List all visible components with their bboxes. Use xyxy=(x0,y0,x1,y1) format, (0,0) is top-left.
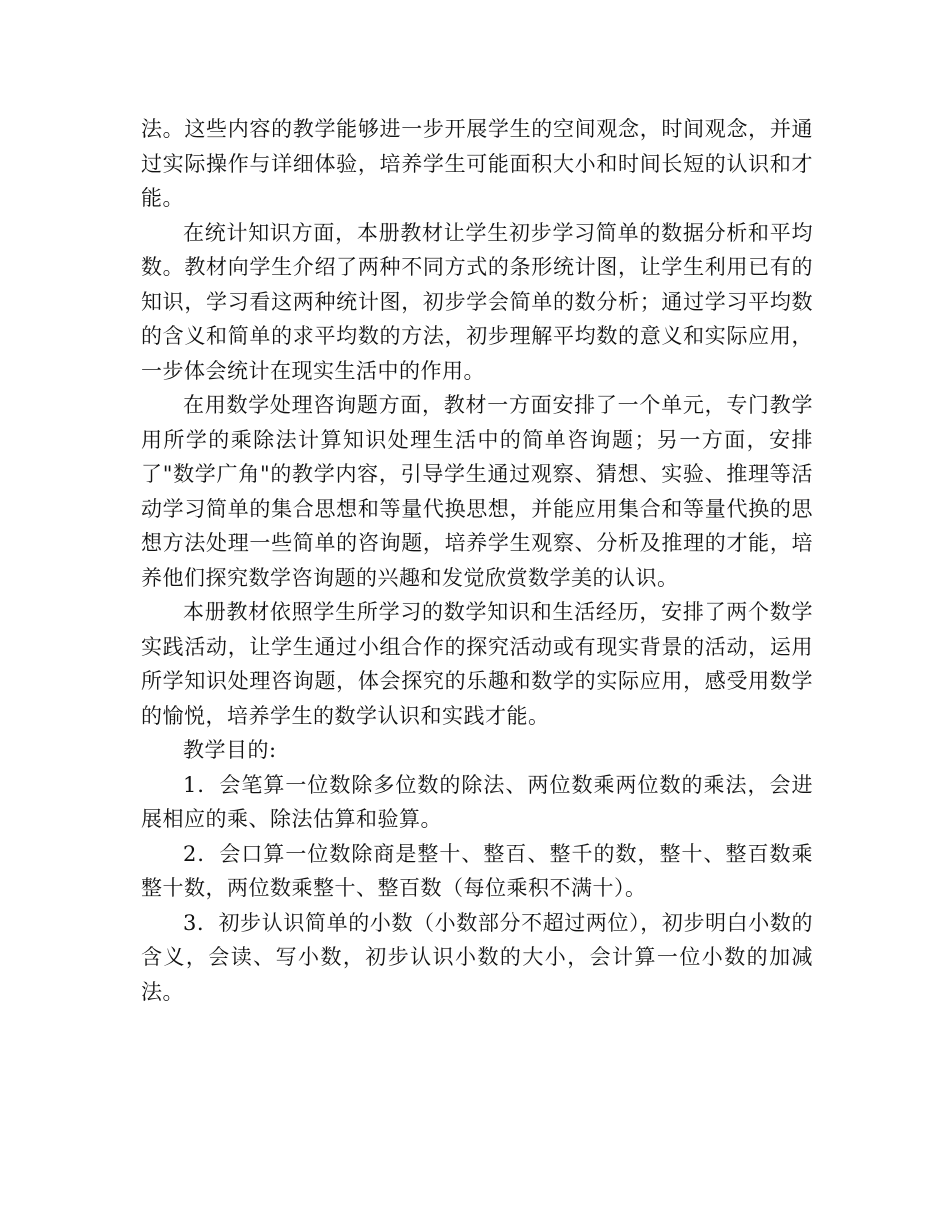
paragraph-statistics: 在统计知识方面，本册教材让学生初步学习简单的数据分析和平均数。教材向学生介绍了两种不同方式的条形统计图，让学生利用已有的知识，学习看这两种统计图，初步学会简单的数分析；通过学习平均数的含义和简单的求平均数的方法，初步理解平均数的意义和实际应用，一步体会统计在现实生活中的作用。 xyxy=(141,220,813,383)
paragraph-continuation: 法。这些内容的教学能够进一步开展学生的空间观念，时间观念，并通过实际操作与详细体验，培养学生可能面积大小和时间长短的认识和才能。 xyxy=(141,117,813,210)
paragraph-problem-solving: 在用数学处理咨询题方面，教材一方面安排了一个单元，专门教学用所学的乘除法计算知识处理生活中的简单咨询题；另一方面，安排了"数学广角"的教学内容，引导学生通过观察、猜想、实验、推理等活动学习简单的集合思想和等量代换思想，并能应用集合和等量代换的思想方法处理一些简单的咨询题，培养学生观察、分析及推理的才能，培养他们探究数学咨询题的兴趣和发觉欣赏数学美的认识。 xyxy=(141,393,813,590)
paragraph-practice-activities: 本册教材依照学生所学习的数学知识和生活经历，安排了两个数学实践活动，让学生通过小组合作的探究活动或有现实背景的活动，运用所学知识处理咨询题，体会探究的乐趣和数学的实际应用，感受用数学的愉悦，培养学生的数学认识和实践才能。 xyxy=(141,600,813,728)
teaching-goals-heading: 教学目的: xyxy=(183,738,277,762)
goal-item-1: 1．会笔算一位数除多位数的除法、两位数乘两位数的乘法，会进展相应的乘、除法估算和验算。 xyxy=(141,772,813,831)
document-body xyxy=(141,112,813,1009)
goal-item-2: 2．会口算一位数除商是整十、整百、整千的数，整十、整百数乘整十数，两位数乘整十、整百数（每位乘积不满十）。 xyxy=(141,841,813,900)
goal-item-3: 3．初步认识简单的小数（小数部分不超过两位），初步明白小数的含义，会读、写小数，初步认识小数的大小，会计算一位小数的加减法。 xyxy=(141,910,813,1004)
